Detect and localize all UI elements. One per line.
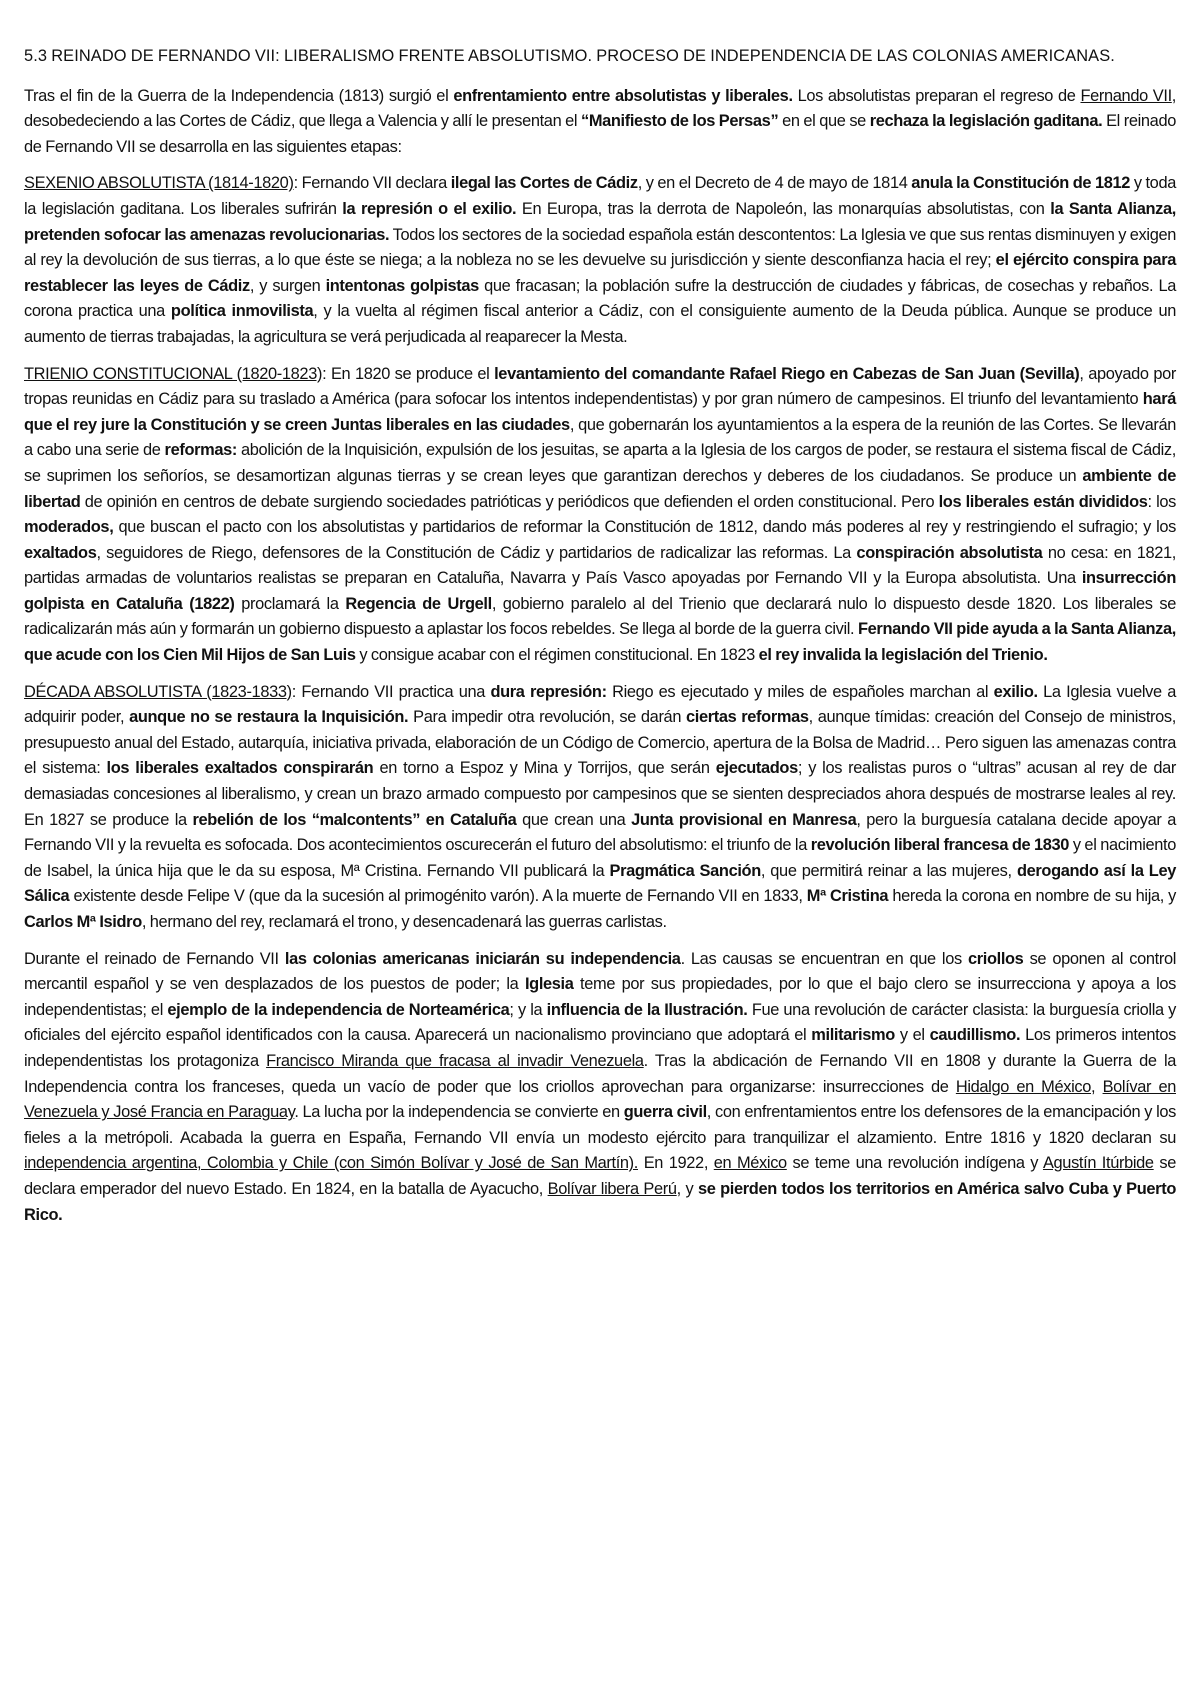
text: La Iglesia vuelve a adquirir poder, bbox=[24, 682, 1177, 727]
underlined-text: Agustín Itúrbide bbox=[1042, 1154, 1154, 1173]
text: , y la vuelta al régimen fiscal anterior a Cádiz, con el consiguiente aumento de la Deuda pública. Aunque se produce un aumento de tierras trabajadas, la agricultura se verá perjudicada al reaparecer la Mesta. bbox=[24, 302, 1176, 346]
text: y consigue acabar con el régimen constitucional. En 1823 bbox=[355, 646, 759, 665]
text: Riego es ejecutado y miles de españoles marchan al bbox=[606, 682, 994, 701]
underlined-text: Bolívar libera Perú bbox=[547, 1179, 677, 1198]
text: Tras el fin de la Guerra de la Independencia (1813) surgió el bbox=[24, 86, 454, 105]
text: . La lucha por la independencia se convierte en bbox=[294, 1103, 624, 1122]
bold-text: la Santa Alianza, pretenden sofocar las amenazas revolucionarias. bbox=[24, 199, 1176, 244]
text: : Fernando VII declara bbox=[293, 174, 451, 193]
bold-text: ejemplo de la independencia de Norteamérica bbox=[167, 1000, 510, 1019]
bold-text: reformas: bbox=[164, 441, 238, 460]
text: y el bbox=[894, 1026, 930, 1045]
text: de opinión en centros de debate surgiendo sociedades patrióticas y periódicos que defienden el orden constitucional. Pero bbox=[80, 492, 939, 511]
text: hereda la corona en nombre de su hija, y bbox=[888, 887, 1176, 906]
bold-text: exilio. bbox=[993, 682, 1038, 701]
text: . Tras la abdicación de Fernando VII en 1808 y durante la Guerra de la Independencia contra los franceses, queda un vacío de poder que los criollos aprovechan para organizarse: insurrecciones de bbox=[24, 1051, 1177, 1096]
bold-text: caudillismo. bbox=[929, 1026, 1021, 1045]
bold-text: Junta provisional en Manresa bbox=[631, 810, 857, 829]
bold-text: moderados, bbox=[24, 518, 114, 537]
document-page bbox=[24, 44, 1176, 1239]
bold-text: Carlos Mª Isidro bbox=[24, 913, 142, 931]
bold-text: insurrección golpista en Cataluña (1822) bbox=[24, 569, 1176, 613]
bold-text: influencia de la Ilustración. bbox=[546, 1000, 748, 1019]
text: que fracasan; la población sufre la destrucción de ciudades y fábricas, de cosechas y rebaños. La corona practica una bbox=[24, 276, 1176, 321]
bold-text: “Manifiesto de los Persas” bbox=[580, 112, 779, 131]
text: Los primeros intentos independentistas los protagoniza bbox=[24, 1026, 1176, 1070]
bold-text: levantamiento del comandante Rafael Riego en Cabezas de San Juan (Sevilla) bbox=[494, 364, 1080, 383]
paragraph-independencia-colonias bbox=[24, 947, 1176, 1229]
bold-text: intentonas golpistas bbox=[325, 276, 479, 295]
text: en torno a Espoz y Mina y Torrijos, que serán bbox=[373, 759, 716, 778]
text: proclamará la bbox=[234, 594, 346, 613]
underlined-text: Hidalgo en México bbox=[955, 1077, 1092, 1096]
bold-text: conspiración absolutista bbox=[856, 543, 1043, 562]
text: , aunque tímidas: creación del Consejo de ministros, presupuesto anual del Estado, autarquía, iniciativa privada, elaboración de un Código de Comercio, apertura de la Bolsa de Madrid… Pero siguen las amenazas contra el sistema: bbox=[24, 708, 1176, 778]
text: no cesa: en 1821, partidas armadas de voluntarios realistas se preparan en Cataluña, Navarra y País Vasco apoyadas por Fernando VII y la Europa absolutista. Una bbox=[24, 543, 1177, 588]
text: ; y los realistas puros o “ultras” acusan al rey de dar demasiadas concesiones al liberalismo, y crean un brazo armado compuesto por campesinos que se sienten despreciados ahora después de mostrarse leales al rey. En 1827 se produce la bbox=[24, 759, 1176, 829]
text: Durante el reinado de Fernando VII bbox=[24, 949, 285, 968]
text: . Las causas se encuentran en que los bbox=[680, 949, 968, 968]
text: Para impedir otra revolución, se darán bbox=[408, 708, 686, 727]
bold-text: política inmovilista bbox=[170, 302, 314, 321]
text: , y surgen bbox=[249, 276, 326, 295]
text: , hermano del rey, reclamará el trono, y desencadenará las guerras carlistas. bbox=[141, 913, 667, 931]
text: En Europa, tras la derrota de Napoleón, las monarquías absolutistas, con bbox=[516, 199, 1051, 218]
text: Fue una revolución de carácter clasista: la burguesía criolla y oficiales del ejército español identificados con la causa. Aparecerá un nacionalismo provinciano que adoptará el bbox=[24, 1000, 1176, 1045]
text: , pero la burguesía catalana decide apoyar a Fernando VII y la revuelta es sofocada. Dos acontecimientos oscurecerán el futuro del absolutismo: el triunfo de la bbox=[24, 810, 1176, 855]
bold-text: Fernando VII pide ayuda a la Santa Alianza, que acude con los Cien Mil Hijos de San Luis bbox=[24, 620, 1176, 665]
bold-text: el rey invalida la legislación del Trienio. bbox=[758, 646, 1048, 665]
document-title: 5.3 REINADO DE FERNANDO VII: LIBERALISMO FRENTE ABSOLUTISMO. PROCESO DE INDEPENDENCIA DE LAS COLONIAS AMERICANAS. bbox=[24, 47, 1115, 65]
underlined-text: Francisco Miranda que fracasa al invadir Venezuela bbox=[266, 1051, 644, 1070]
text: Los absolutistas preparan el regreso de bbox=[792, 86, 1081, 105]
bold-text: criollos bbox=[967, 949, 1024, 968]
bold-text: la represión o el exilio. bbox=[342, 199, 517, 218]
bold-text: anula la Constitución de 1812 bbox=[911, 174, 1131, 193]
bold-text: los liberales están divididos bbox=[938, 492, 1148, 511]
text: En 1922, bbox=[638, 1154, 714, 1173]
text: , gobierno paralelo al del Trienio que declarará nulo lo dispuesto desde 1820. Los liberales se radicalizarán más aún y formarán un gobierno dispuesto a aplastar los focos rebeldes. Se llega al borde de la guerra civil. bbox=[24, 594, 1177, 639]
paragraph-sexenio-absolutista bbox=[24, 171, 1176, 350]
underlined-text: SEXENIO ABSOLUTISTA (1814-1820) bbox=[24, 174, 294, 193]
bold-text: revolución liberal francesa de 1830 bbox=[810, 836, 1070, 855]
text: , bbox=[1091, 1077, 1103, 1096]
text: , apoyado por tropas reunidas en Cádiz para su traslado a América (para sofocar los intentos independentistas) y por gran número de campesinos. El triunfo del levantamiento bbox=[24, 364, 1176, 409]
bold-text: guerra civil bbox=[623, 1103, 707, 1122]
text: , que permitirá reinar a las mujeres, bbox=[760, 861, 1017, 880]
bold-text: los liberales exaltados conspirarán bbox=[106, 759, 374, 778]
bold-text: ciertas reformas bbox=[685, 708, 809, 727]
text: teme por sus propiedades, por lo que el bajo clero se insurrecciona y apoya a los independentistas; el bbox=[24, 975, 1176, 1019]
underlined-text: independencia argentina, Colombia y Chile (con Simón Bolívar y José de San Martín). bbox=[24, 1154, 638, 1173]
bold-text: Regencia de Urgell bbox=[345, 594, 492, 613]
underlined-text: TRIENIO CONSTITUCIONAL (1820-1823) bbox=[24, 364, 323, 383]
text: ; y la bbox=[509, 1000, 547, 1019]
text: : Fernando VII practica una bbox=[291, 682, 491, 701]
text: se declara emperador del nuevo Estado. En 1824, en la batalla de Ayacucho, bbox=[24, 1154, 1176, 1198]
bold-text: Iglesia bbox=[524, 975, 574, 994]
text: El reinado de Fernando VII se desarrolla en las siguientes etapas: bbox=[24, 112, 1176, 156]
bold-text: exaltados bbox=[24, 543, 97, 562]
bold-text: ilegal las Cortes de Cádiz bbox=[450, 174, 638, 193]
text: , con enfrentamientos entre los defensores de la emancipación y los fieles a la metrópoli. Acabada la guerra en España, Fernando VII envía un modesto ejército para tranquilizar el alzamiento. Entre 1816 y 1820 declaran su bbox=[24, 1103, 1176, 1147]
text: , y en el Decreto de 4 de mayo de 1814 bbox=[637, 174, 912, 193]
bold-text: militarismo bbox=[811, 1026, 895, 1045]
paragraph-trienio-constitucional bbox=[24, 362, 1176, 669]
text: y el nacimiento de Isabel, la única hija que le da su esposa, Mª Cristina. Fernando VII publicará la bbox=[24, 836, 1176, 880]
bold-text: derogando así la Ley Sálica bbox=[24, 861, 1176, 906]
bold-text: enfrentamiento entre absolutistas y liberales. bbox=[453, 86, 793, 105]
bold-text: se pierden todos los territorios en América salvo Cuba y Puerto Rico. bbox=[24, 1179, 1176, 1224]
text: : los bbox=[1147, 492, 1176, 511]
bold-text: el ejército conspira para restablecer las leyes de Cádiz bbox=[24, 251, 1176, 295]
text: , que gobernarán los ayuntamientos a la espera de la reunión de las Cortes. Se llevarán a cabo una serie de bbox=[24, 415, 1176, 460]
bold-text: dura represión: bbox=[490, 682, 607, 701]
bold-text: rebelión de los “malcontents” en Cataluña bbox=[192, 810, 517, 829]
text: : En 1820 se produce el bbox=[322, 364, 495, 383]
text: que crean una bbox=[516, 810, 632, 829]
bold-text: Mª Cristina bbox=[806, 887, 889, 906]
bold-text: ambiente de libertad bbox=[24, 466, 1176, 511]
text: , y bbox=[676, 1179, 698, 1198]
underlined-text: Bolívar en Venezuela y José Francia en Paraguay bbox=[24, 1077, 1176, 1122]
underlined-text: DÉCADA ABSOLUTISTA (1823-1833) bbox=[24, 682, 292, 701]
text: en el que se bbox=[778, 112, 870, 131]
text: , seguidores de Riego, defensores de la Constitución de Cádiz y partidarios de radicalizar las reformas. La bbox=[96, 543, 857, 562]
bold-text: las colonias americanas iniciarán su independencia bbox=[284, 949, 681, 968]
text: , desobedeciendo a las Cortes de Cádiz, que llega a Valencia y allí le presentan el bbox=[24, 86, 1176, 131]
text: abolición de la Inquisición, expulsión de los jesuitas, se aparta a la Iglesia de los cargos de poder, se restaura el sistema fiscal de Cádiz, se suprimen los señoríos, se desamortizan algunas tierras y se crean leyes que garantizan derechos y deberes de los ciudadanos. Se produce un bbox=[24, 441, 1176, 485]
underlined-text: Fernando VII bbox=[1080, 86, 1172, 105]
text: existente desde Felipe V (que da la sucesión al primogénito varón). A la muerte de Fernando VII en 1833, bbox=[69, 887, 807, 906]
bold-text: hará que el rey jure la Constitución y se creen Juntas liberales en las ciudades bbox=[24, 390, 1176, 434]
text: que buscan el pacto con los absolutistas y partidarios de reformar la Constitución de 1812, dando más poderes al rey y restringiendo el sufragio; y los bbox=[113, 518, 1176, 537]
bold-text: Pragmática Sanción bbox=[609, 861, 761, 880]
text: Todos los sectores de la sociedad española están descontentos: La Iglesia ve que sus rentas disminuyen y exigen al rey la devolución de sus tierras, a lo que éste se niega; a la nobleza no se les devuelve su jurisdicción y siente desconfianza hacia el rey; bbox=[24, 225, 1176, 270]
paragraph-intro bbox=[24, 84, 1176, 161]
text: se teme una revolución indígena y bbox=[786, 1154, 1043, 1173]
text: se oponen al control mercantil español y se ven desplazados de los puestos de poder; la bbox=[24, 949, 1177, 994]
paragraph-decada-absolutista bbox=[24, 680, 1176, 936]
text: y toda la legislación gaditana. Los liberales sufrirán bbox=[24, 174, 1176, 218]
bold-text: ejecutados bbox=[715, 759, 798, 778]
bold-text: rechaza la legislación gaditana. bbox=[869, 112, 1103, 131]
underlined-text: en México bbox=[713, 1154, 787, 1173]
bold-text: aunque no se restaura la Inquisición. bbox=[129, 708, 409, 727]
